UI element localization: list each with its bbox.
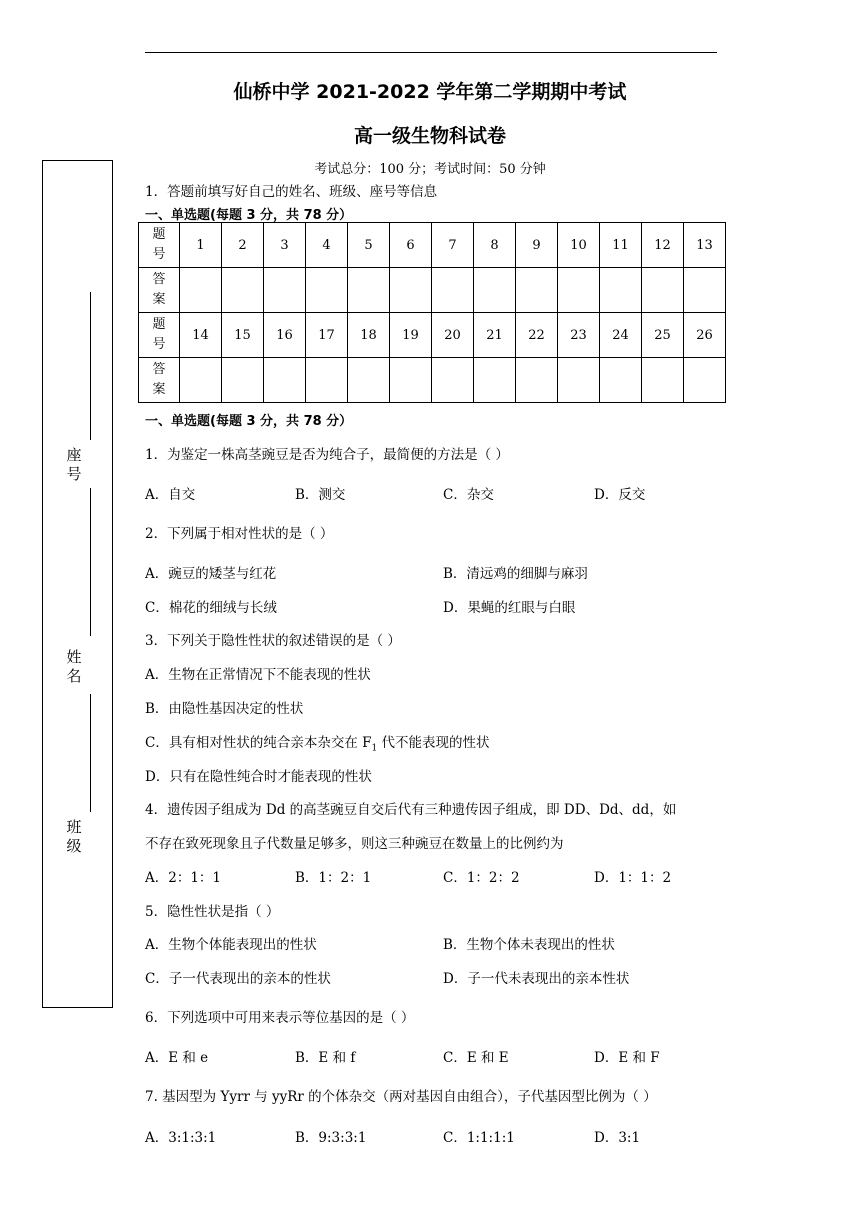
question-number: 25: [642, 313, 684, 358]
answer-cell[interactable]: [390, 268, 432, 313]
question-number: 12: [642, 223, 684, 268]
section-title: 一、单选题(每题 3 分，共 78 分）: [145, 208, 353, 223]
option-c[interactable]: C．E 和 E: [443, 1050, 509, 1066]
answer-cell[interactable]: [474, 268, 516, 313]
answer-cell[interactable]: [516, 268, 558, 313]
question-number: 26: [684, 313, 726, 358]
question-number: 11: [600, 223, 642, 268]
answer-cell[interactable]: [264, 358, 306, 403]
question-number: 14: [180, 313, 222, 358]
question-number: 22: [516, 313, 558, 358]
question-number: 1: [180, 223, 222, 268]
exam-info: 考试总分：100 分；考试时间：50 分钟: [314, 162, 546, 177]
answer-cell[interactable]: [222, 268, 264, 313]
question-number: 7: [432, 223, 474, 268]
question-number: 17: [306, 313, 348, 358]
option-d[interactable]: D．反交: [594, 487, 646, 503]
table-row: [139, 223, 726, 268]
option-d[interactable]: D．1：1：2: [594, 870, 672, 886]
option-b[interactable]: B．1：2：1: [295, 870, 372, 886]
option-a[interactable]: A．生物个体能表现出的性状: [145, 937, 317, 953]
row-label-answer: 答 案: [139, 358, 180, 403]
question-stem: 2．下列属于相对性状的是（ ）: [145, 526, 334, 542]
option-d[interactable]: D．子一代未表现出的亲本性状: [443, 971, 630, 987]
table-row: [139, 268, 726, 313]
question-number: 18: [348, 313, 390, 358]
answer-cell[interactable]: [348, 358, 390, 403]
answer-cell[interactable]: [180, 268, 222, 313]
question-number: 16: [264, 313, 306, 358]
option-c[interactable]: C．1:1:1:1: [443, 1130, 515, 1146]
question-number: 21: [474, 313, 516, 358]
exam-title: 仙桥中学 2021-2022 学年第二学期期中考试: [233, 81, 627, 103]
question-number: 19: [390, 313, 432, 358]
name-label: 姓名: [66, 648, 82, 685]
option-d[interactable]: D．3:1: [594, 1130, 641, 1146]
class-label: 班级: [66, 818, 82, 855]
answer-table: [138, 222, 726, 403]
option-a[interactable]: A．E 和 e: [145, 1050, 209, 1066]
option-c[interactable]: C．棉花的细绒与长绒: [145, 600, 277, 616]
option-a[interactable]: A．生物在正常情况下不能表现的性状: [145, 667, 371, 683]
answer-cell[interactable]: [432, 268, 474, 313]
row-label-answer: 答 案: [139, 268, 180, 313]
answer-cell[interactable]: [600, 268, 642, 313]
table-row: [139, 313, 726, 358]
question-number: 2: [222, 223, 264, 268]
answer-cell[interactable]: [642, 358, 684, 403]
question-number: 9: [516, 223, 558, 268]
question-number: 10: [558, 223, 600, 268]
answer-cell[interactable]: [390, 358, 432, 403]
question-stem: 5．隐性性状是指（ ）: [145, 904, 280, 920]
subscript: 1: [371, 743, 378, 754]
question-stem: 7. 基因型为 Yyrr 与 yyRr 的个体杂交（两对基因自由组合），子代基因型比例为（ ）: [145, 1089, 657, 1105]
answer-cell[interactable]: [348, 268, 390, 313]
option-c-tail: 代不能表现的性状: [377, 735, 490, 751]
name-line: [90, 488, 91, 636]
option-d[interactable]: D．果蝇的红眼与白眼: [443, 600, 576, 616]
option-c-text: C．具有相对性状的纯合亲本杂交在 F: [145, 735, 372, 751]
answer-cell[interactable]: [222, 358, 264, 403]
question-number: 24: [600, 313, 642, 358]
option-d[interactable]: D．E 和 F: [594, 1050, 660, 1066]
question-stem-cont: 不存在致死现象且子代数量足够多，则这三种豌豆在数量上的比例约为: [145, 836, 564, 852]
question-number: 4: [306, 223, 348, 268]
option-b[interactable]: B．9:3:3:1: [295, 1130, 367, 1146]
answer-cell[interactable]: [264, 268, 306, 313]
answer-cell[interactable]: [180, 358, 222, 403]
answer-cell[interactable]: [516, 358, 558, 403]
class-line: [90, 694, 91, 812]
seat-label: 座号: [66, 446, 82, 483]
question-number: 8: [474, 223, 516, 268]
question-number: 20: [432, 313, 474, 358]
option-b[interactable]: B．清远鸡的细脚与麻羽: [443, 566, 588, 582]
answer-cell[interactable]: [558, 358, 600, 403]
answer-cell[interactable]: [558, 268, 600, 313]
option-c[interactable]: C．1：2：2: [443, 870, 520, 886]
answer-cell[interactable]: [684, 268, 726, 313]
question-number: 13: [684, 223, 726, 268]
section-title-repeat: 一、单选题(每题 3 分，共 78 分）: [145, 414, 353, 429]
option-d[interactable]: D．只有在隐性纯合时才能表现的性状: [145, 769, 372, 785]
table-row: [139, 358, 726, 403]
exam-subtitle: 高一级生物科试卷: [353, 125, 506, 147]
seat-line: [90, 292, 91, 440]
option-c[interactable]: C．子一代表现出的亲本的性状: [145, 971, 331, 987]
option-b[interactable]: B．由隐性基因决定的性状: [145, 701, 304, 717]
question-stem: 4．遗传因子组成为 Dd 的高茎豌豆自交后代有三种遗传因子组成，即 DD、Dd、dd，如: [145, 802, 677, 818]
question-number: 6: [390, 223, 432, 268]
option-c[interactable]: C．杂交: [443, 487, 494, 503]
row-label-question: 题 号: [139, 313, 180, 358]
answer-cell[interactable]: [432, 358, 474, 403]
option-a[interactable]: A．豌豆的矮茎与红花: [145, 566, 277, 582]
question-number: 15: [222, 313, 264, 358]
option-a[interactable]: A．2：1：1: [145, 870, 222, 886]
question-number: 3: [264, 223, 306, 268]
header-rule: [145, 52, 717, 53]
student-info-box: [42, 160, 113, 1008]
question-stem: 1．为鉴定一株高茎豌豆是否为纯合子，最简便的方法是（ ）: [145, 447, 509, 463]
row-label-question: 题 号: [139, 223, 180, 268]
answer-cell[interactable]: [600, 358, 642, 403]
answer-cell[interactable]: [306, 268, 348, 313]
option-a[interactable]: A．自交: [145, 487, 196, 503]
option-c[interactable]: [145, 731, 490, 754]
question-stem: 6．下列选项中可用来表示等位基因的是（ ）: [145, 1010, 415, 1026]
question-stem: 3．下列关于隐性性状的叙述错误的是（ ）: [145, 633, 401, 649]
option-b[interactable]: B．生物个体未表现出的性状: [443, 937, 615, 953]
answer-cell[interactable]: [684, 358, 726, 403]
instruction-note: 1．答题前填写好自己的姓名、班级、座号等信息: [145, 184, 438, 200]
option-b[interactable]: B．E 和 f: [295, 1050, 356, 1066]
answer-cell[interactable]: [306, 358, 348, 403]
option-a[interactable]: A．3:1:3:1: [145, 1130, 217, 1146]
question-number: 23: [558, 313, 600, 358]
answer-cell[interactable]: [642, 268, 684, 313]
answer-cell[interactable]: [474, 358, 516, 403]
question-number: 5: [348, 223, 390, 268]
option-b[interactable]: B．测交: [295, 487, 346, 503]
